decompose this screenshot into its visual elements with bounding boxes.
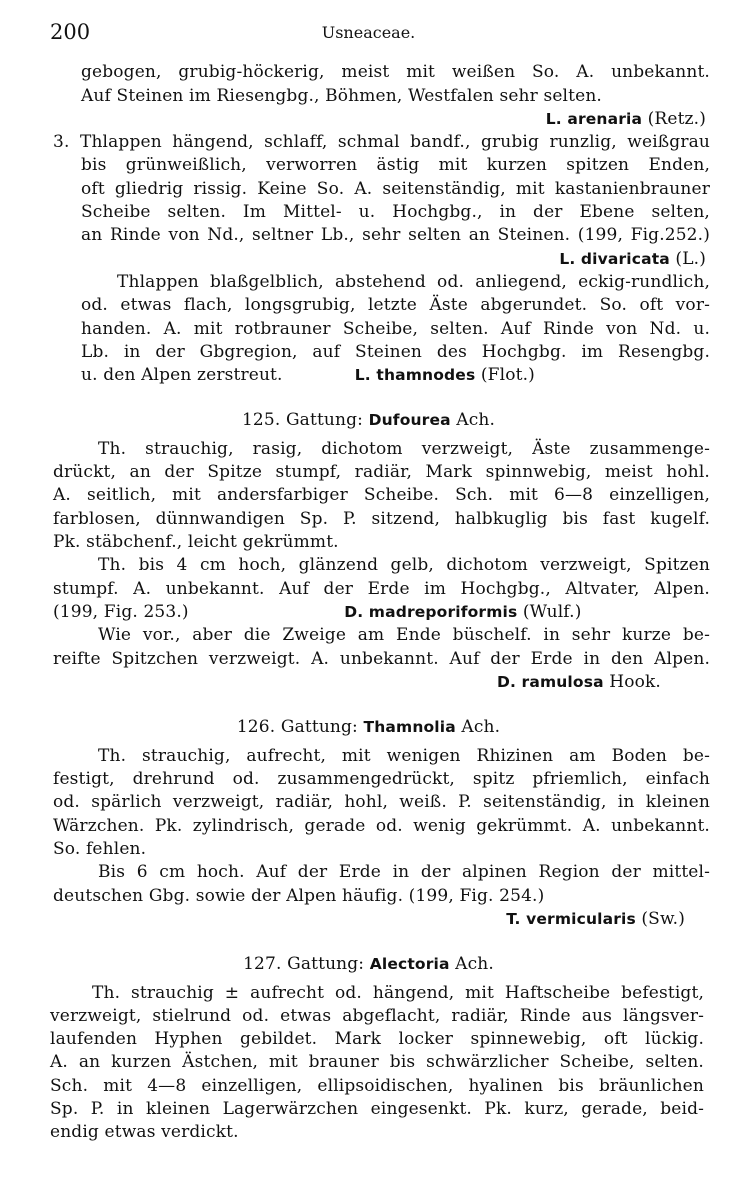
text-line: festigt, drehrund od. zusammengedrückt, spitz pfriemlich, einfach (53, 769, 710, 789)
text-line: Th. bis 4 cm hoch, glänzend gelb, dichotom verzweigt, Spitzen (98, 555, 710, 575)
text-line: Auf Steinen im Riesengbg., Böhmen, Westfalen sehr selten. (81, 86, 602, 106)
genus-heading: 127. Gattung: Alectoria Ach. (243, 954, 494, 974)
species-name: D. ramulosa Hook. (496, 672, 661, 692)
text-line: Th. strauchig, aufrecht, mit wenigen Rhizinen am Boden be- (98, 746, 710, 766)
species-name: L. arenaria (Retz.) (545, 109, 706, 129)
text-line: laufenden Hyphen gebildet. Mark locker spinnewebig, oft lückig. (50, 1029, 704, 1049)
text-line: stumpf. A. unbekannt. Auf der Erde im Hochgbg., Altvater, Alpen. (53, 579, 710, 599)
text-line: 3. Thlappen hängend, schlaff, schmal bandf., grubig runzlig, weißgrau (53, 132, 710, 152)
text-line: Wärzchen. Pk. zylindrisch, gerade od. wenig gekrümmt. A. unbekannt. (53, 816, 710, 836)
text-line: od. etwas flach, longsgrubig, letzte Äste abgerundet. So. oft vor- (81, 295, 710, 315)
text-line: drückt, an der Spitze stumpf, radiär, Mark spinnwebig, meist hohl. (53, 462, 710, 482)
text-line: deutschen Gbg. sowie der Alpen häufig. (199, Fig. 254.) (53, 886, 545, 906)
text-line: Th. strauchig, rasig, dichotom verzweigt, Äste zusammenge- (98, 439, 710, 459)
text-line: Lb. in der Gbgregion, auf Steinen des Hochgbg. im Resengbg. (81, 342, 710, 362)
text-line: (199, Fig. 253.) D. madreporiformis (Wulf.) (53, 602, 582, 622)
text-line: u. den Alpen zerstreut. L. thamnodes (Flot.) (81, 365, 535, 385)
text-line: Thlappen blaßgelblich, abstehend od. anliegend, eckig-rundlich, (117, 272, 710, 292)
text-line: Bis 6 cm hoch. Auf der Erde in der alpinen Region der mittel- (98, 862, 710, 882)
text-line: gebogen, grubig-höckerig, meist mit weißen So. A. unbekannt. (81, 62, 710, 82)
text-line: reifte Spitzchen verzweigt. A. unbekannt. Auf der Erde in den Alpen. (53, 649, 710, 669)
species-name: T. vermicularis (Sw.) (506, 909, 685, 929)
text-line: Pk. stäbchenf., leicht gekrümmt. (53, 532, 339, 552)
text-line: Sch. mit 4—8 einzelligen, ellipsoidischen, hyalinen bis bräunlichen (50, 1076, 704, 1096)
species-name: L. divaricata (L.) (559, 249, 706, 269)
genus-heading: 126. Gattung: Thamnolia Ach. (236, 717, 501, 737)
text-line: od. spärlich verzweigt, radiär, hohl, weiß. P. seitenständig, in kleinen (53, 792, 710, 812)
text-line: an Rinde von Nd., seltner Lb., sehr selten an Steinen. (199, Fig.252.) (81, 225, 710, 245)
text-line: Scheibe selten. Im Mittel- u. Hochgbg., in der Ebene selten, (81, 202, 710, 222)
text-line: verzweigt, stielrund od. etwas abgeflacht, radiär, Rinde aus längsver- (50, 1006, 704, 1026)
text-line: A. seitlich, mit andersfarbiger Scheibe. Sch. mit 6—8 einzelligen, (53, 485, 710, 505)
text-line: handen. A. mit rotbrauner Scheibe, selten. Auf Rinde von Nd. u. (81, 319, 710, 339)
genus-heading: 125. Gattung: Dufourea Ach. (241, 410, 496, 430)
text-line: Wie vor., aber die Zweige am Ende büschelf. in sehr kurze be- (98, 625, 710, 645)
text-line: oft gliedrig rissig. Keine So. A. seitenständig, mit kastanienbrauner (81, 179, 710, 199)
text-line: Sp. P. in kleinen Lagerwärzchen eingesenkt. Pk. kurz, gerade, beid- (50, 1099, 704, 1119)
text-line: farblosen, dünnwandigen Sp. P. sitzend, halbkuglig bis fast kugelf. (53, 509, 710, 529)
text-line: bis grünweißlich, verworren ästig mit kurzen spitzen Enden, (81, 155, 710, 175)
text-line: endig etwas verdickt. (50, 1122, 239, 1142)
text-line: Th. strauchig ± aufrecht od. hängend, mit Haftscheibe befestigt, (92, 983, 704, 1003)
running-title: Usneaceae. (321, 23, 416, 42)
text-line: A. an kurzen Ästchen, mit brauner bis schwärzlicher Scheibe, selten. (50, 1052, 704, 1072)
page-number: 200 (50, 20, 91, 44)
text-line: So. fehlen. (53, 839, 147, 859)
